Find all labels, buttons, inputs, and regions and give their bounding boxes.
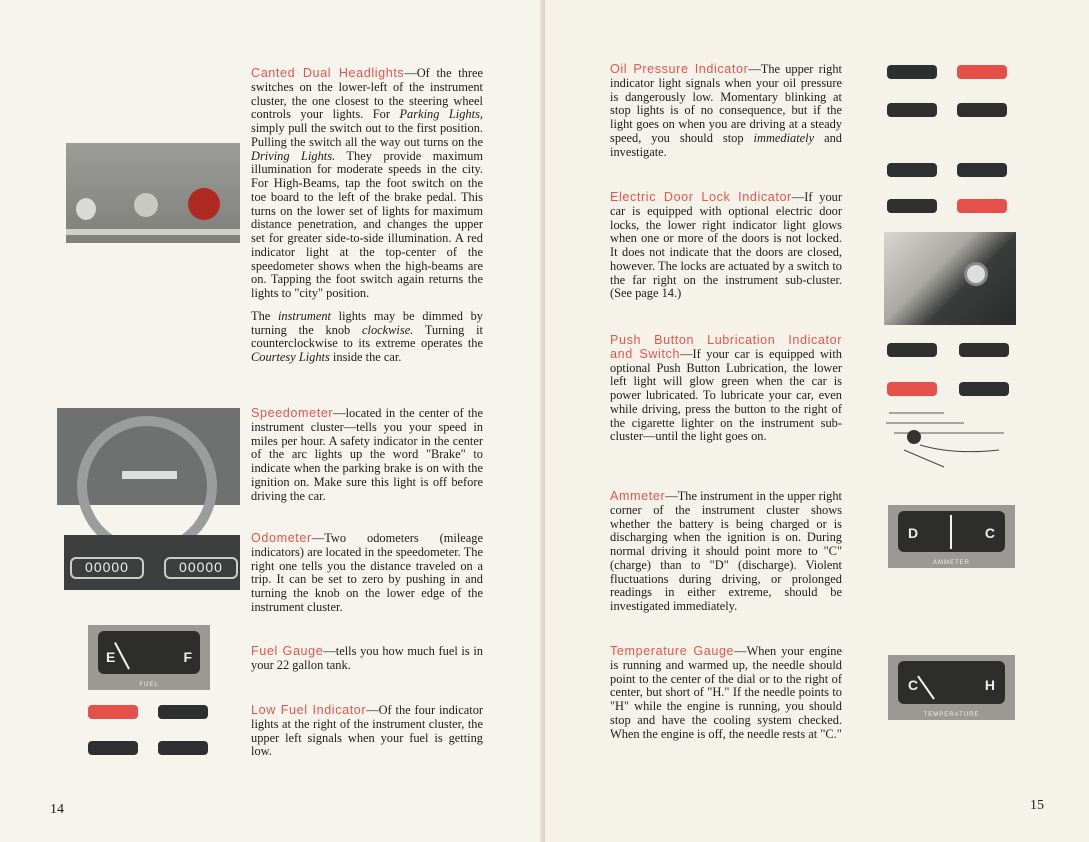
right-page — [545, 0, 1089, 842]
indicator-light-lubrication — [887, 382, 937, 396]
paragraph — [610, 334, 842, 444]
section-oil-pressure — [610, 63, 842, 168]
paragraph — [610, 63, 842, 159]
section-heading: Temperature Gauge — [610, 644, 735, 658]
section-heading: Canted Dual Headlights — [251, 66, 405, 80]
text-segment: Courtesy Lights — [251, 350, 330, 364]
indicator-light — [957, 103, 1007, 117]
section-heading: Push Button Lubrication Indicator and Switch — [610, 333, 842, 361]
paragraph — [251, 645, 483, 673]
paragraph — [251, 67, 483, 301]
section-door-lock — [610, 191, 842, 310]
paragraph — [251, 407, 483, 503]
paragraph — [251, 532, 483, 615]
indicator-light — [887, 65, 937, 79]
paragraph — [610, 191, 842, 301]
text-segment: —Two odometers (mileage indicators) are located in the speedometer. The right one tells you the distance traveled on a trip. It can be set to zero by pushing in and turning the knob on the lower edge of the instrument cluster. — [251, 531, 483, 614]
gauge-caption: FUEL — [139, 682, 159, 688]
paragraph — [251, 704, 483, 759]
paragraph — [610, 490, 842, 614]
door-lock-switch-photo — [884, 232, 1016, 325]
text-segment: —Of the three switches on the lower-left of the instrument cluster, the one closest to the steering wheel controls your lights. For — [251, 66, 483, 122]
section-speedometer — [251, 407, 483, 512]
indicator-light-low-fuel — [88, 705, 138, 719]
text-segment: instrument — [277, 308, 331, 323]
text-segment: immediately — [753, 130, 815, 145]
headlight-switch-photo — [66, 143, 240, 243]
ammeter-photo — [888, 505, 1015, 568]
trip-odometer: 00000 — [70, 557, 144, 579]
indicator-light — [158, 741, 208, 755]
gauge-label-cold: C — [908, 677, 919, 693]
temperature-gauge-photo — [888, 655, 1015, 720]
section-heading: Odometer — [251, 531, 312, 545]
text-segment: Turning it counterclockwise to its extreme operates the — [251, 322, 483, 351]
indicator-light — [959, 382, 1009, 396]
indicator-light — [957, 163, 1007, 177]
gauge-caption: AMMETER — [933, 560, 970, 566]
text-segment: —located in the center of the instrument cluster—tells you your speed in miles per hour. A safety indicator in the center of the arc lights up the word "Brake" to indicate when the parking brake is on with the ignition on. Make sure this light is off before driving the car. — [251, 406, 483, 503]
section-headlights — [251, 67, 483, 374]
section-lubrication — [610, 334, 842, 453]
gauge-label-full: F — [183, 649, 192, 665]
indicator-light — [887, 163, 937, 177]
indicator-light — [959, 343, 1009, 357]
paragraph — [251, 310, 483, 365]
section-temperature — [610, 645, 842, 750]
section-heading: Fuel Gauge — [251, 644, 324, 658]
page-number: 14 — [50, 802, 64, 817]
indicator-light-oil-pressure — [957, 65, 1007, 79]
indicator-light — [887, 199, 937, 213]
section-heading: Ammeter — [610, 489, 666, 503]
gauge-label-discharge: D — [908, 525, 919, 541]
text-segment: —If your car is equipped with optional Push Button Lubrication, the lower left light will glow green when the car is power lubricated. To lubricate your car, even while driving, press the button to the right of the cigarette lighter on the instrument sub-cluster—until the light goes on. — [610, 346, 842, 444]
gauge-label-empty: E — [106, 649, 116, 665]
main-odometer: 00000 — [164, 557, 238, 579]
section-ammeter — [610, 490, 842, 623]
indicator-light-door-lock — [957, 199, 1007, 213]
speedometer-photo — [57, 408, 240, 505]
text-segment: inside the car. — [329, 350, 402, 364]
gauge-label-hot: H — [984, 677, 995, 693]
indicator-light — [88, 741, 138, 755]
text-segment: —If your car is equipped with optional electric door locks, the lower right indicator light glows when one or more of the doors is not locked. It does not indicate that the doors are closed, however. The locks are actuated by a switch to the far right on the instrument sub-cluster. (See page 14.) — [610, 190, 842, 301]
text-segment: Parking Lights, — [399, 107, 483, 122]
page-number: 15 — [1030, 798, 1044, 813]
indicator-light — [158, 705, 208, 719]
section-heading: Low Fuel Indicator — [251, 703, 367, 717]
section-heading: Oil Pressure Indicator — [610, 62, 749, 76]
indicator-light — [887, 343, 937, 357]
section-heading: Electric Door Lock Indicator — [610, 190, 792, 204]
text-segment: They provide maximum illumination for moderate speeds in the city. For High-Beams, tap the foot switch on the toe board to the left of the brake pedal. This turns on the lower set of lights for maximum distance penetration, and changes the upper set for greater side-to-side illumination. A red indicator light at the top-center of the speedometer shows when the high-beams are on. Tapping the foot switch again returns the lights to "city" position. — [251, 148, 483, 300]
gauge-caption: TEMPERATURE — [923, 712, 980, 718]
section-heading: Speedometer — [251, 406, 334, 420]
text-segment: lights may be dimmed by turning the knob — [251, 308, 483, 337]
section-odometer — [251, 532, 483, 624]
text-segment: simply pull the switch out to the first position. Pulling the switch all the way out turns on the — [251, 121, 483, 149]
section-low-fuel — [251, 704, 483, 768]
text-segment: and investigate. — [610, 130, 842, 159]
text-segment: —Of the four indicator lights at the right of the instrument cluster, the upper left signals when your fuel is getting low. — [251, 703, 484, 759]
paragraph — [610, 645, 842, 741]
text-segment: clockwise. — [362, 322, 414, 337]
text-segment: —The instrument in the upper right corner of the instrument cluster shows whether the battery is being charged or is discharging when the ignition is on. During normal driving it should point more to "C" (charge) than to "D" (discharge). Violent fluctuations during driving, or prolonged readings in either extreme, should be investigated immediately. — [610, 489, 842, 613]
indicator-light — [887, 103, 937, 117]
text-segment: —tells you how much fuel is in your 22 gallon tank. — [251, 644, 483, 672]
odometer-photo — [64, 535, 240, 590]
lubrication-button-illustration — [884, 405, 1016, 471]
gauge-label-charge: C — [984, 525, 995, 541]
text-segment: Driving Lights. — [251, 148, 336, 163]
text-segment: The — [251, 308, 278, 323]
text-segment: —When your engine is running and warmed up, the needle should point to the center of the dial or to the right of center, but short of "H." If the needle points to "H" while the engine is running, you should stop and have the cooling system checked. When the engine is off, the needle rests at "C." — [610, 644, 842, 741]
text-segment: —The upper right indicator light signals when your oil pressure is dangerously low. Momentary blinking at stop lights is of no consequence, but if the light goes on when you are driving at a steady speed, you should stop — [610, 62, 842, 145]
section-fuel-gauge — [251, 645, 483, 682]
fuel-gauge-photo — [88, 625, 210, 690]
